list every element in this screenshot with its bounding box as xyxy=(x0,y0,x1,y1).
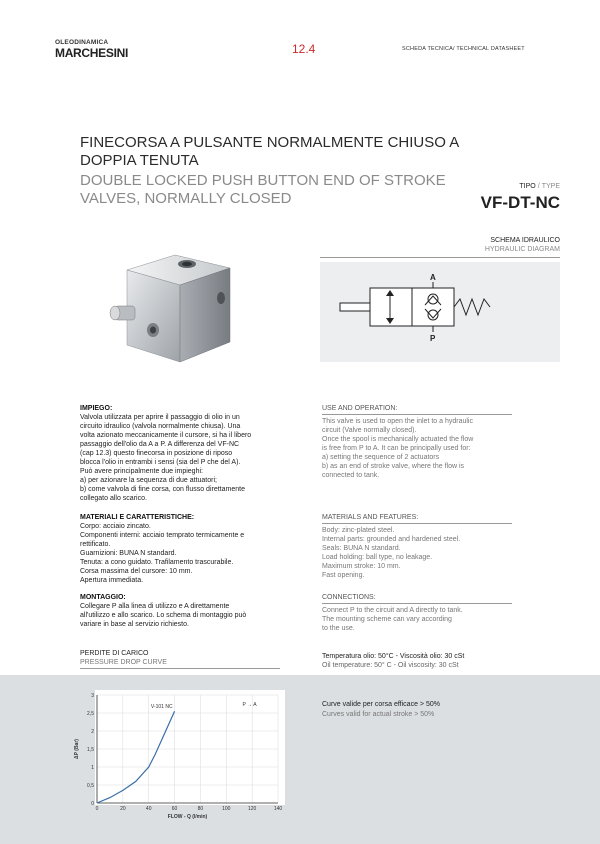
schema-title xyxy=(485,236,560,254)
title-en-line1: DOUBLE LOCKED PUSH BUTTON END OF STROKE xyxy=(80,172,446,189)
pressure-drop-label xyxy=(80,649,167,667)
title-italian xyxy=(80,134,530,170)
port-a-label: A xyxy=(430,273,436,282)
series-label: V-101 NC xyxy=(150,704,173,711)
brand-main: MARCHESINI xyxy=(55,45,129,60)
x-tick-label: 40 xyxy=(145,806,152,812)
y-tick-label: 0,5 xyxy=(87,783,94,789)
model-code: VF-DT-NC xyxy=(480,193,560,212)
type-label xyxy=(519,183,560,190)
text-line: The mounting scheme can vary according xyxy=(322,616,452,623)
oil-temperature xyxy=(322,652,464,670)
pressure-drop-label-en: PRESSURE DROP CURVE xyxy=(80,659,167,666)
text-line: variare in base al servizio richiesto. xyxy=(80,621,189,628)
mounting-section-it xyxy=(80,593,280,629)
text-line: Apertura immediata. xyxy=(80,577,144,584)
text-line: Corsa massima del cursore: 10 mm. xyxy=(80,568,193,575)
title-english xyxy=(80,172,480,208)
text-line: connected to tank. xyxy=(322,472,380,479)
text-line: Once the spool is mechanically actuated the flow xyxy=(322,436,474,443)
y-tick-label: 3 xyxy=(91,693,94,699)
use-section-en xyxy=(322,404,512,480)
text-line: Componenti interni: acciaio temprato termicamente e xyxy=(80,532,245,539)
series-line xyxy=(97,711,175,803)
text-line: a) per azionare la sequenza di due attuatori; xyxy=(80,477,217,484)
text-line: a) setting the sequence of 2 actuators xyxy=(322,454,440,461)
schema-label-it: SCHEMA IDRAULICO xyxy=(490,237,560,244)
type-label-it: TIPO xyxy=(519,183,536,190)
text-line: Può avere principalmente due impieghi: xyxy=(80,468,203,475)
text-line: all'utilizzo e allo scarico. Lo schema di montaggio può xyxy=(80,612,247,619)
text-line: Connect P to the circuit and A directly to tank. xyxy=(322,607,463,614)
use-section-it xyxy=(80,404,280,503)
type-label-en: TYPE xyxy=(541,183,560,190)
text-line: b) come valvola di fine corsa, con flusso direttamente xyxy=(80,486,245,493)
x-axis-title: FLOW - Q (l/min) xyxy=(167,814,208,820)
materials-body-it xyxy=(80,522,280,585)
title-it-line1: FINECORSA A PULSANTE NORMALMENTE CHIUSO A xyxy=(80,134,460,151)
mounting-body-en xyxy=(322,606,512,633)
text-line: circuito idraulico (valvola normalmente chiusa). Una xyxy=(80,423,241,430)
text-line: rettificato. xyxy=(80,541,111,548)
text-line: Seals: BUNA N standard. xyxy=(322,545,401,552)
text-line: Guarnizioni: BUNA N standard. xyxy=(80,550,177,557)
text-line: Tenuta: a cono guidato. Trafilamento trascurabile. xyxy=(80,559,234,566)
curve-note xyxy=(322,700,440,720)
schema-divider xyxy=(320,257,560,258)
hydraulic-diagram xyxy=(320,262,560,362)
text-line: Maximum stroke: 10 mm. xyxy=(322,563,401,570)
flow-annotation: P → A xyxy=(242,702,257,708)
y-axis-title: ΔP (Bar) xyxy=(74,739,80,759)
brand-logo xyxy=(55,40,128,59)
text-line: This valve is used to open the inlet to a hydraulic xyxy=(322,418,473,425)
schema-label-en: HYDRAULIC DIAGRAM xyxy=(484,246,560,253)
y-tick-label: 2 xyxy=(91,729,94,735)
oil-temperature-it: Temperatura olio: 50°C - Viscosità olio: 30 cSt xyxy=(322,653,465,660)
x-tick-label: 20 xyxy=(120,806,126,812)
text-line: Load holding: ball type, no leakage. xyxy=(322,554,433,561)
type-sep: / xyxy=(537,183,540,190)
pressure-drop-label-it: PERDITE DI CARICO xyxy=(80,650,149,657)
text-line: Internal parts: grounded and hardened steel. xyxy=(322,536,461,543)
title-it-line2: DOPPIA TENUTA xyxy=(80,152,199,169)
materials-section-en xyxy=(322,513,512,580)
text-line: circuit (Valve normally closed). xyxy=(322,427,417,434)
x-tick-label: 60 xyxy=(171,806,178,812)
title-en-line2: VALVES, NORMALLY CLOSED xyxy=(80,190,292,207)
text-line: passaggio dell'olio da A a P. A differenza del VF-NC xyxy=(80,441,240,448)
pressure-drop-divider xyxy=(80,668,280,669)
text-line: Valvola utilizzata per aprire il passaggio di olio in un xyxy=(80,414,240,421)
x-tick-label: 0 xyxy=(95,806,99,812)
pressure-drop-chart xyxy=(70,685,295,825)
text-line: volta azionato meccanicamente il cursore, si ha il libero xyxy=(80,432,252,439)
use-heading-en: USE AND OPERATION: xyxy=(322,404,512,415)
x-tick-label: 80 xyxy=(197,806,204,812)
y-tick-label: 1 xyxy=(91,765,94,771)
text-line: Corpo: acciaio zincato. xyxy=(80,523,151,530)
brand-top: OLEODINAMICA xyxy=(55,39,109,46)
materials-body-en xyxy=(322,526,512,580)
y-tick-label: 0 xyxy=(91,801,94,807)
section-number: 12.4 xyxy=(292,42,316,56)
text-line: Collegare P alla linea di utilizzo e A direttamente xyxy=(80,603,230,610)
materials-heading-it: MATERIALI E CARATTERISTICHE: xyxy=(80,514,195,521)
text-line: to the use. xyxy=(322,625,355,632)
text-line: Fast opening. xyxy=(322,572,365,579)
text-line: Body: zinc-plated steel. xyxy=(322,527,395,534)
use-body-it xyxy=(80,413,280,503)
y-tick-label: 2,5 xyxy=(87,711,94,717)
datasheet-label: SCHEDA TECNICA/ TECHNICAL DATASHEET xyxy=(402,46,525,52)
text-line: b) as an end of stroke valve, where the flow is xyxy=(322,463,465,470)
x-tick-label: 100 xyxy=(222,806,231,812)
curve-note-en: Curves valid for actual stroke > 50% xyxy=(322,711,435,718)
oil-temperature-en: Oil temperature: 50° C - Oil viscosity: 30 cSt xyxy=(322,662,459,669)
text-line: collegato allo scarico. xyxy=(80,495,147,502)
use-heading-it: IMPIEGO: xyxy=(80,405,113,412)
materials-section-it xyxy=(80,513,280,585)
text-line: blocca l'olio in entrambi i sensi (sia del P che del A). xyxy=(80,459,241,466)
text-line: (cap 12.3) questo finecorsa in posizione di riposo xyxy=(80,450,233,457)
mounting-heading-en: CONNECTIONS: xyxy=(322,593,512,604)
port-p-label: P xyxy=(430,334,436,343)
text-line: is free from P to A. It can be principally used for: xyxy=(322,445,471,452)
mounting-body-it xyxy=(80,602,280,629)
y-tick-label: 1,5 xyxy=(87,747,94,753)
mounting-section-en xyxy=(322,593,512,633)
valve-product-image xyxy=(105,250,245,375)
x-tick-label: 140 xyxy=(273,806,283,812)
x-tick-label: 120 xyxy=(247,806,257,812)
materials-heading-en: MATERIALS AND FEATURES: xyxy=(322,513,512,524)
mounting-heading-it: MONTAGGIO: xyxy=(80,594,126,601)
use-body-en xyxy=(322,417,512,480)
curve-note-it: Curve valide per corsa efficace > 50% xyxy=(322,701,440,708)
